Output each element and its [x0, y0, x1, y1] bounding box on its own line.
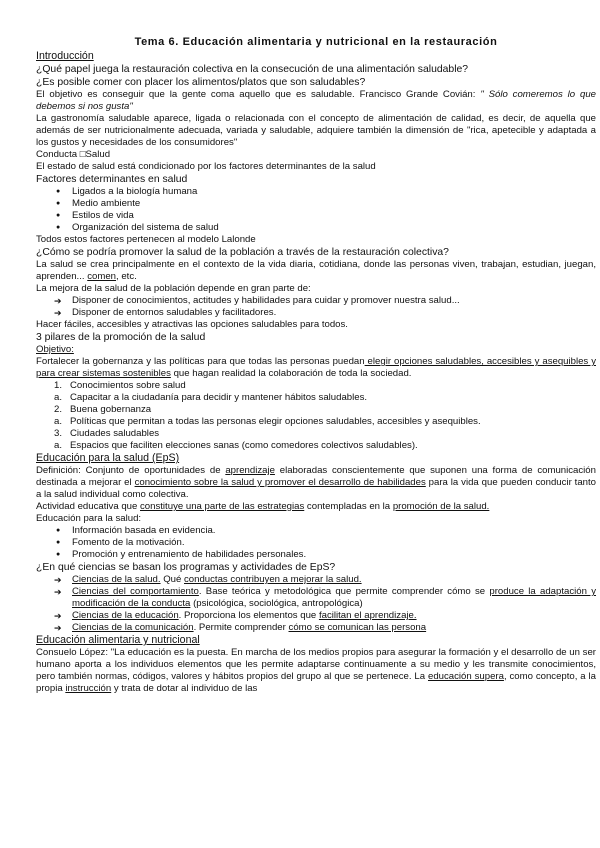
underlined-text: conductas contribuyen a mejorar la salud. — [184, 574, 362, 585]
list-item: ● Organización del sistema de salud — [36, 222, 596, 234]
pillars-list — [36, 380, 596, 452]
paragraph-text: , etc. — [116, 271, 137, 282]
paragraph-activity — [36, 501, 596, 513]
list-letter: a. — [54, 392, 63, 403]
list-item: ● Fomento de la motivación. — [36, 537, 596, 549]
underlined-text: cómo se comunican las persona — [288, 622, 427, 633]
paragraph-daily-life — [36, 259, 596, 283]
paragraph-gastronomy: La gastronomía saludable aparece, ligada o relacionada con el concepto de alimentación de calidad, es decir, de aquella que además de ser nutricionalmente adecuada, variada y saludable, adquiere también la dimensión de "rica, apetecible y adaptada a los gustos y necesidades de los consumidores" — [36, 113, 596, 148]
paragraph-consuelo — [36, 647, 596, 695]
list-item: ● Información basada en evidencia. — [36, 525, 596, 537]
list-item — [36, 380, 596, 392]
factors-list — [36, 186, 596, 234]
paragraph-text: . Base teórica y metodológica que permite comprender cómo se — [198, 586, 490, 597]
paragraph-text: El objetivo es conseguir que la gente coma aquello que es saludable. Francisco Grande Covián: — [36, 89, 481, 100]
document-title: Tema 6. Educación alimentaria y nutricional en la restauración — [134, 36, 498, 48]
paragraph-text: . Proporciona los elementos que — [178, 610, 319, 621]
paragraph-text: La salud se crea principalmente en el contexto de la vida diaria, cotidiana, donde las personas viven, trabajan, estudian, juegan, aprenden... — [36, 259, 596, 282]
underlined-text: facilitan el aprendizaje. — [318, 610, 417, 621]
list-label: Conocimientos sobre salud — [70, 380, 186, 391]
quote-text: " Sólo comeremos lo que debemos si nos gusta" — [36, 89, 597, 112]
paragraph-text: para la vida que pueden conducir tanto a la salud individual como colectiva. — [36, 477, 597, 500]
list-item — [36, 586, 596, 610]
underlined-text: elegir opciones saludables, accesibles y asequibles y para crear sistemas sostenibles — [36, 356, 596, 379]
list-letter: a. — [54, 440, 63, 451]
paragraph-text: . Permite comprender — [193, 622, 289, 633]
underlined-text: conocimiento sobre la salud y promover el desarrollo de habilidades — [134, 477, 426, 488]
paragraph-text: Consuelo López: "La educación es la puesta. En marcha de los medios propios para asegurar la formación y el desarrollo de un ser humano aporta a los individuos elementos que les permite adaptarse continuamente a su medio y les transmite conocimientos, pero también normas, códigos, valores y hábitos propios del grupo al que se pertenece. La — [36, 647, 596, 682]
sciences-list — [36, 574, 596, 634]
paragraph-text: y trata de dotar al individuo de las — [111, 683, 258, 694]
underlined-text: constituye una parte de las estrategias — [140, 501, 305, 512]
paragraph-conduct: Conducta □Salud — [36, 149, 111, 160]
list-item — [36, 574, 596, 586]
underlined-text: Ciencias de la comunicación — [72, 622, 194, 633]
paragraph-eps: Educación para la salud: — [36, 513, 142, 524]
paragraph-governance — [36, 356, 596, 380]
list-item — [36, 622, 596, 634]
objective-label: Objetivo: — [36, 344, 74, 355]
section-heading-intro: Introducción — [36, 50, 94, 62]
list-item: ● Estilos de vida — [36, 210, 596, 222]
list-item: ● Ligados a la biología humana — [36, 186, 596, 198]
list-label: Ciudades saludables — [70, 428, 160, 439]
paragraph-text: elaboradas conscientemente que suponen una forma de comunicación destinada a mejorar el — [36, 465, 596, 488]
paragraph-definition — [36, 465, 596, 501]
sub-label: Políticas que permitan a todas las personas elegir opciones saludables, accesibles y asequibles. — [70, 416, 481, 427]
list-item: ● Promoción y entrenamiento de habilidades personales. — [36, 549, 596, 561]
sub-item — [36, 440, 596, 452]
paragraph-health-state: El estado de salud está condicionado por los factores determinantes de la salud — [36, 161, 376, 172]
list-number: 1. — [54, 380, 63, 391]
paragraph-objective — [36, 89, 596, 113]
question-3: ¿Cómo se podría promover la salud de la población a través de la restauración colectiva? — [36, 247, 449, 258]
paragraph-text: Actividad educativa que — [36, 501, 140, 512]
list-letter: a. — [54, 416, 63, 427]
list-label: Buena gobernanza — [70, 404, 152, 415]
underlined-text: Ciencias de la educación — [72, 610, 179, 621]
sub-item — [36, 392, 596, 404]
underlined-text: produce la adaptación y modificación de la conducta — [72, 586, 597, 609]
paragraph-pillars: 3 pilares de la promoción de la salud — [36, 332, 206, 343]
underlined-text: Ciencias de la salud. — [72, 574, 161, 585]
list-item: ● Medio ambiente — [36, 198, 596, 210]
section-heading-eps: Educación para la salud (EpS) — [36, 452, 180, 464]
paragraph-text: (psicológica, sociológica, antropológica) — [190, 598, 363, 609]
list-item — [36, 428, 596, 440]
eps-list — [36, 525, 596, 561]
paragraph-text: que hagan realidad la colaboración de toda la sociedad. — [170, 368, 412, 379]
paragraph-text: , como concepto, a la propia — [36, 671, 596, 694]
paragraph-text: contempladas en la — [304, 501, 393, 512]
underlined-text: promoción de la salud. — [392, 501, 490, 512]
underlined-text: aprendizaje — [225, 465, 275, 476]
list-number: 2. — [54, 404, 63, 415]
underlined-text: Ciencias del comportamiento — [72, 586, 199, 597]
paragraph-factors: Factores determinantes en salud — [36, 174, 188, 185]
sub-item — [36, 416, 596, 428]
underlined-text: instrucción — [65, 683, 112, 694]
paragraph-lalonde: Todos estos factores pertenecen al modelo Lalonde — [36, 234, 256, 245]
sub-label: Espacios que faciliten elecciones sanas (como comedores colectivos saludables). — [70, 440, 418, 451]
underlined-text: comen — [87, 271, 117, 282]
list-item: ➔ Disponer de entornos saludables y facilitadores. — [36, 307, 596, 319]
list-item: ➔ Disponer de conocimientos, actitudes y habilidades para cuidar y promover nuestra salud... — [36, 295, 596, 307]
question-2: ¿Es posible comer con placer los alimentos/platos que son saludables? — [36, 77, 366, 88]
paragraph-easy-options: Hacer fáciles, accesibles y atractivas las opciones saludables para todos. — [36, 319, 348, 330]
paragraph-text: Qué — [160, 574, 184, 585]
paragraph-text: Fortalecer la gobernanza y las políticas para que todas las personas puedan — [36, 356, 365, 367]
sub-label: Capacitar a la ciudadanía para decidir y mantener hábitos saludables. — [70, 392, 368, 403]
section-heading-nutrition: Educación alimentaria y nutricional — [36, 634, 200, 646]
list-number: 3. — [54, 428, 63, 439]
improvement-list — [36, 295, 596, 319]
underlined-text: educación supera — [427, 671, 504, 682]
paragraph-improvement: La mejora de la salud de la población depende en gran parte de: — [36, 283, 311, 294]
list-item — [36, 404, 596, 416]
question-sciences: ¿En qué ciencias se basan los programas y actividades de EpS? — [36, 562, 336, 573]
list-item — [36, 610, 596, 622]
question-1: ¿Qué papel juega la restauración colectiva en la consecución de una alimentación saludable? — [36, 64, 469, 75]
paragraph-text: Definición: Conjunto de oportunidades de — [36, 465, 226, 476]
